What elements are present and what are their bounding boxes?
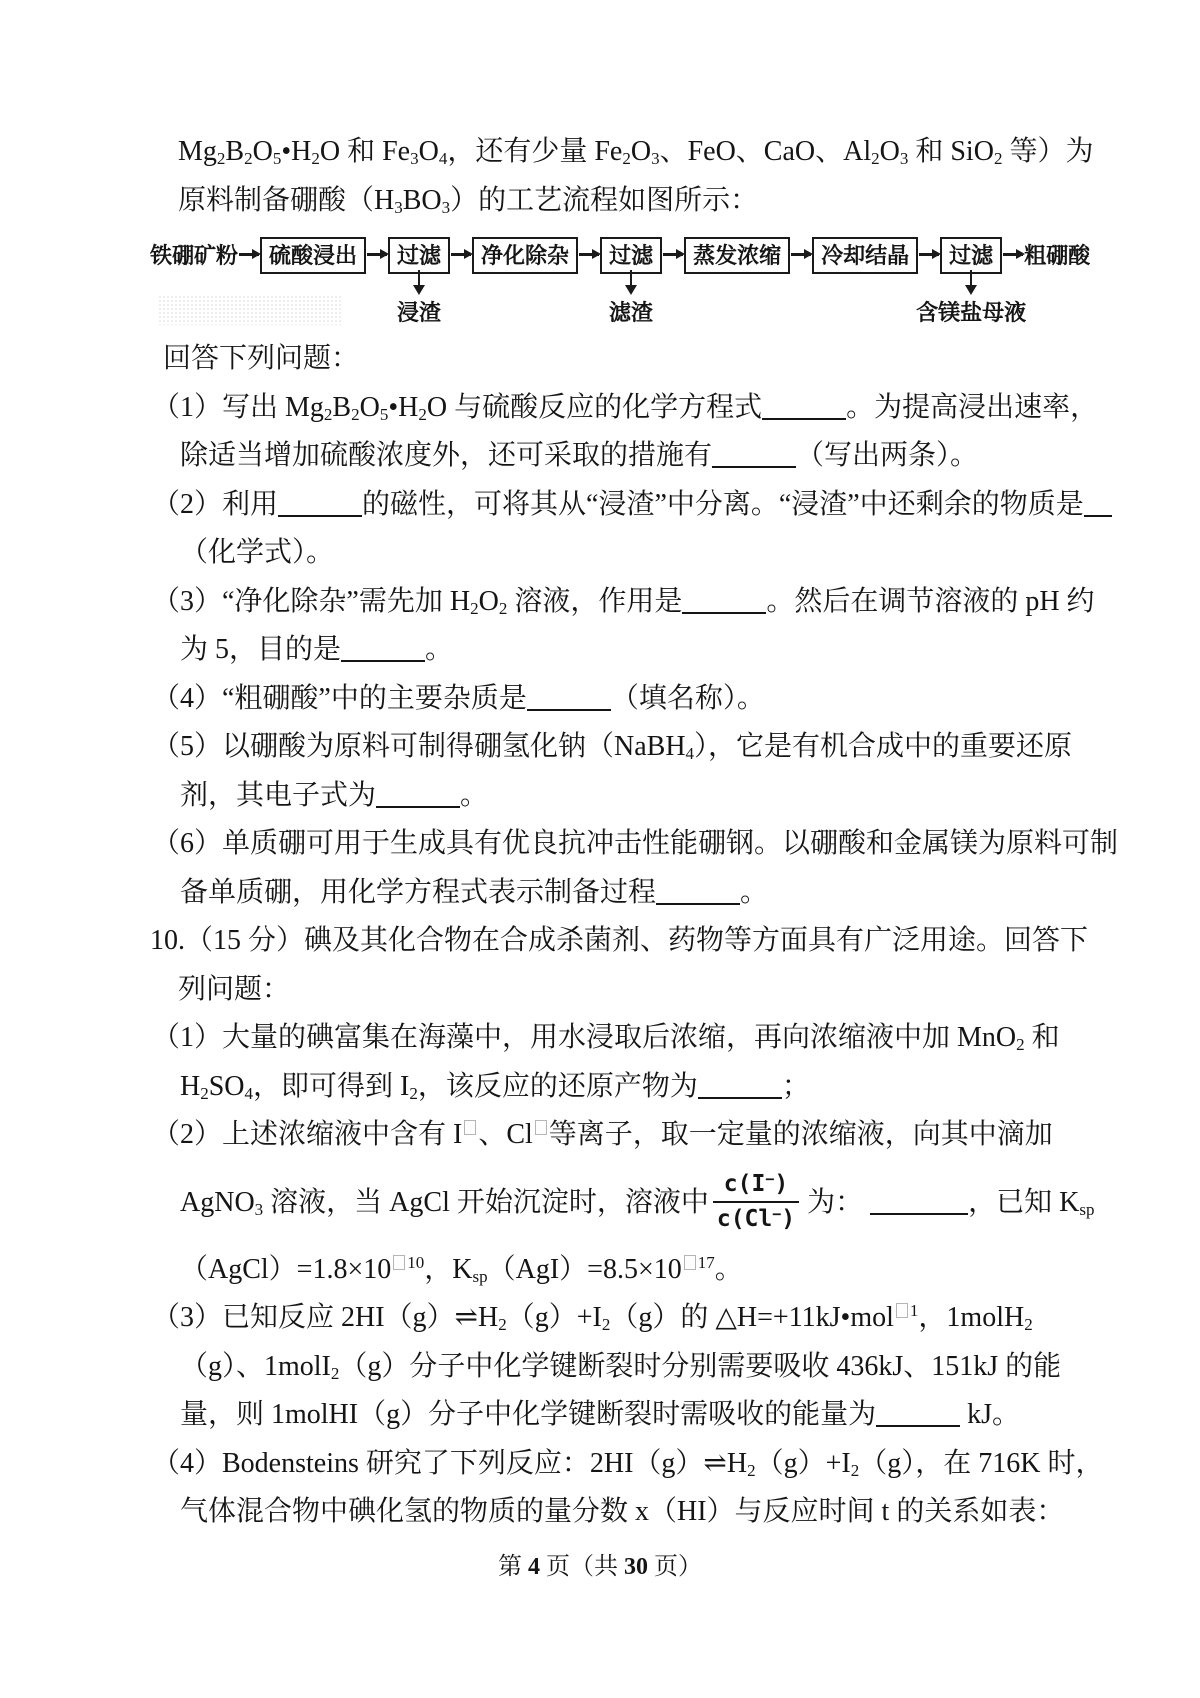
- text-run: ；: [781, 1070, 810, 1102]
- flow-step-box: 冷却结晶: [812, 237, 918, 274]
- subscript: 2: [216, 149, 226, 168]
- text-run: O 和 Fe: [319, 136, 411, 167]
- text-run: O: [359, 391, 380, 423]
- text-run: •H: [388, 391, 419, 423]
- intro-line-1: [0, 128, 1200, 177]
- subscript: 4: [244, 1083, 254, 1103]
- subscript: 2: [993, 149, 1003, 168]
- q9-1-line-1: [0, 384, 1200, 433]
- flow-step: [388, 239, 450, 325]
- text-run: O: [879, 136, 900, 167]
- flow-branch-label: 滤渣: [609, 300, 654, 325]
- text-run: •H: [281, 136, 312, 167]
- text-run: Mg: [178, 136, 217, 167]
- text-run: 。: [740, 876, 769, 908]
- answer-blank: [698, 1069, 782, 1099]
- subscript: 2: [747, 1460, 756, 1480]
- text-run: 等离子，取一定量的浓缩液，向其中滴加: [548, 1119, 1053, 1150]
- text-run: AgNO: [180, 1186, 255, 1218]
- text-run: B: [225, 136, 245, 167]
- text-run: （5）以硼酸为原料可制得硼氢化钠（NaBH: [152, 731, 686, 762]
- subscript: 3: [899, 149, 909, 168]
- intro-line-2: [0, 177, 1200, 226]
- fraction-numerator: [713, 1170, 799, 1203]
- subscript: 2: [470, 598, 479, 618]
- text-run: SO: [208, 1070, 245, 1102]
- q9-5-line-1: [0, 723, 1200, 772]
- subscript: 3: [410, 149, 419, 168]
- text-run: O: [630, 136, 652, 167]
- text-run: 。为提高浸出速率，: [846, 391, 1099, 423]
- text-run: BO: [402, 184, 442, 216]
- subscript: 2: [311, 149, 320, 168]
- text-run: （3）已知反应 2HI（g）⇌H: [152, 1302, 499, 1333]
- text-run: 剂，其电子式为: [180, 779, 377, 811]
- text-run: O: [252, 136, 273, 167]
- arrow-right-icon: [663, 253, 683, 256]
- subscript: 2: [244, 149, 253, 168]
- subscript: 3: [254, 1199, 264, 1219]
- fraction-denominator: [713, 1203, 799, 1234]
- subscript: 3: [651, 149, 660, 168]
- q10-3-line-3: [0, 1391, 1200, 1440]
- answer-blank: [341, 632, 425, 662]
- text-run: O: [478, 585, 499, 617]
- subscript: 2: [200, 1083, 209, 1103]
- text-run: （g）的 △H=+11kJ•mol: [610, 1302, 894, 1333]
- flowchart-row: [0, 239, 1200, 325]
- q10-line-2: [0, 966, 1200, 1015]
- subscript: 2: [1016, 1035, 1025, 1054]
- text-run: O: [418, 136, 439, 167]
- flow-step: [600, 239, 662, 325]
- subscript: 2: [850, 1460, 860, 1480]
- text-run: 气体混合物中碘化氢的物质的量分数 x（HI）与反应时间 t 的关系如表：: [180, 1496, 1065, 1527]
- arrow-down-icon: [418, 270, 421, 286]
- q10-line-1: [0, 917, 1200, 966]
- text-run: 量，则 1molHI（g）分子中化学键断裂时需吸收的能量为: [180, 1399, 877, 1430]
- subscript: 2: [351, 404, 360, 424]
- text-run: 10.（15 分）碘及其化合物在合成杀菌剂、药物等方面具有广泛用途。回答下: [150, 925, 1089, 956]
- text-run: 回答下列问题：: [163, 343, 360, 374]
- q10-1-line-2: [0, 1063, 1200, 1112]
- subscript: 3: [394, 197, 403, 217]
- text-run: ，该反应的还原产物为: [417, 1070, 698, 1102]
- superscript: 1: [909, 1301, 919, 1320]
- flow-step-box: 硫酸浸出: [260, 237, 366, 274]
- concentration-ratio-fraction: [713, 1170, 799, 1234]
- text-run: ，K: [424, 1253, 473, 1285]
- text-run: （6）单质硼可用于生成具有优良抗冲击性能硼钢。以硼酸和金属镁为原料可制: [152, 828, 1119, 859]
- text-run: ): [774, 1171, 789, 1198]
- q10-2-line-2: [0, 1160, 1200, 1246]
- flow-step: [684, 239, 790, 270]
- q10-4-line-2: [0, 1488, 1200, 1537]
- footer-prefix: 第: [498, 1554, 528, 1580]
- q9-3-line-2: [0, 626, 1200, 675]
- subscript: 5: [272, 149, 282, 168]
- text-run: （g）、1molI: [180, 1350, 331, 1382]
- footer-total-pages: 30: [624, 1554, 648, 1580]
- q10-3-line-1: [0, 1294, 1200, 1343]
- arrow-right-icon: [239, 253, 259, 256]
- text-run: ，还有少量 Fe: [447, 136, 623, 167]
- subscript: 2: [498, 1315, 507, 1334]
- text-run: 、Cl: [478, 1119, 533, 1150]
- text-run: （化学式）。: [180, 537, 335, 568]
- text-run: c(I: [723, 1171, 766, 1198]
- text-run: （填名称）。: [610, 682, 765, 714]
- arrow-right-icon: [579, 253, 599, 256]
- scan-noise-artifact: [158, 295, 343, 325]
- text-run: ）的工艺流程如图所示：: [450, 184, 759, 216]
- flow-branch: [609, 270, 653, 327]
- text-run: B: [332, 391, 352, 423]
- subscript: 2: [418, 404, 427, 424]
- answer-blank: [278, 487, 362, 517]
- superscript: −: [772, 1205, 782, 1224]
- missing-glyph-box-icon: [896, 1303, 908, 1318]
- subscript: 5: [379, 404, 389, 424]
- text-run: 溶液，当 AgCl 开始沉淀时，溶液中: [263, 1186, 709, 1218]
- q10-1-line-1: [0, 1014, 1200, 1063]
- page-footer: [0, 1546, 1200, 1581]
- flow-step: [472, 239, 578, 270]
- text-run: （4）Bodensteins 研究了下列反应：2HI（g）⇌H: [152, 1447, 748, 1479]
- q9-5-line-2: [0, 772, 1200, 821]
- text-run: ），它是有机合成中的重要还原: [694, 731, 1073, 762]
- flow-step: [916, 239, 1027, 325]
- text-run: 为：: [807, 1186, 871, 1218]
- footer-page-number: 4: [528, 1554, 540, 1580]
- superscript: 17: [697, 1252, 715, 1272]
- subscript: 4: [685, 744, 695, 763]
- text-run: （写出两条）。: [796, 440, 979, 471]
- subscript: sp: [1079, 1199, 1095, 1219]
- text-run: kJ。: [960, 1399, 1021, 1430]
- text-run: H: [180, 1070, 201, 1102]
- text-run: （1）写出 Mg: [152, 391, 324, 423]
- text-run: ，即可得到 I: [253, 1070, 410, 1102]
- q9-6-line-1: [0, 820, 1200, 869]
- text-run: ，已知 K: [968, 1186, 1080, 1218]
- answer-blank: [870, 1185, 968, 1215]
- subscript: 2: [1024, 1315, 1033, 1334]
- text-run: （AgCl）=1.8×10: [180, 1253, 392, 1285]
- subscript: 4: [438, 149, 448, 168]
- arrow-right-icon: [791, 253, 811, 256]
- q9-2-line-2: [0, 529, 1200, 578]
- missing-glyph-box-icon: [535, 1120, 547, 1135]
- answer-blank: [527, 681, 611, 711]
- missing-glyph-box-icon: [393, 1255, 405, 1270]
- text-run: 和: [1024, 1022, 1060, 1053]
- text-run: 等）为: [1002, 136, 1094, 167]
- text-run: （g），在 716K 时，: [859, 1447, 1104, 1479]
- text-run: （1）大量的碘富集在海藻中，用水浸取后浓缩，再向浓缩液中加 MnO: [152, 1022, 1017, 1053]
- flow-branch: [397, 270, 441, 327]
- flow-branch: [916, 270, 1026, 327]
- answer-blank: [376, 778, 460, 808]
- arrow-down-icon: [970, 270, 973, 286]
- answer-prompt: [0, 335, 1200, 384]
- arrow-right-icon: [451, 253, 471, 256]
- flow-branch-label: 浸渣: [397, 300, 442, 325]
- process-flowchart: [0, 239, 1200, 335]
- missing-glyph-box-icon: [464, 1120, 476, 1135]
- q9-2-line-1: [0, 481, 1200, 530]
- answer-blank: [876, 1397, 960, 1427]
- text-run: O 与硫酸反应的化学方程式: [426, 391, 763, 423]
- flow-step-box: 蒸发浓缩: [684, 237, 790, 274]
- q10-2-line-3: [0, 1246, 1200, 1295]
- q9-1-line-2: [0, 432, 1200, 481]
- arrow-right-icon: [1003, 253, 1023, 256]
- text-run: 原料制备硼酸（H: [178, 184, 395, 216]
- flow-step-box: 过滤: [600, 237, 662, 274]
- page-content: [0, 128, 1200, 1537]
- flow-end-label: 粗硼酸: [1024, 243, 1091, 268]
- subscript: 2: [409, 1083, 418, 1103]
- subscript: 2: [330, 1363, 340, 1383]
- arrow-right-icon: [919, 253, 939, 256]
- text-run: 。: [460, 779, 489, 811]
- arrow-right-icon: [367, 253, 387, 256]
- subscript: sp: [472, 1266, 488, 1286]
- text-run: c(Cl: [716, 1206, 773, 1233]
- text-run: 除适当增加硫酸浓度外，还可采取的措施有: [180, 440, 713, 471]
- text-run: （3）“净化除杂”需先加 H: [152, 585, 471, 617]
- flow-step-box: 过滤: [940, 237, 1002, 274]
- superscript: −: [765, 1170, 775, 1189]
- text-run: ): [781, 1206, 796, 1233]
- q9-3-line-1: [0, 578, 1200, 627]
- answer-blank: [762, 390, 846, 420]
- subscript: 2: [498, 598, 508, 618]
- q9-4-line: [0, 675, 1200, 724]
- answer-blank: [656, 875, 740, 905]
- q10-3-line-2: [0, 1343, 1200, 1392]
- superscript: 10: [407, 1252, 425, 1272]
- flow-step-box: 净化除杂: [472, 237, 578, 274]
- arrow-down-icon: [630, 270, 633, 286]
- text-run: （g）+I: [506, 1302, 602, 1333]
- footer-mid: 页（共: [540, 1554, 624, 1580]
- text-run: 。: [714, 1253, 743, 1285]
- text-run: （2）利用: [152, 488, 279, 520]
- flow-step: [260, 239, 366, 270]
- subscript: 2: [601, 1315, 611, 1334]
- flow-branch-label: 含镁盐母液: [916, 300, 1027, 325]
- q10-2-line-1: [0, 1111, 1200, 1160]
- text-run: 列问题：: [178, 973, 291, 1005]
- text-run: 。: [425, 634, 454, 665]
- text-run: 、FeO、CaO、Al: [659, 136, 872, 167]
- text-run: 和 SiO: [908, 136, 994, 167]
- q9-6-line-2: [0, 869, 1200, 918]
- text-run: 的磁性，可将其从“浸渣”中分离。“浸渣”中还剩余的物质是: [362, 488, 1084, 520]
- subscript: 2: [323, 404, 333, 424]
- text-run: （2）上述浓缩液中含有 I: [152, 1119, 463, 1150]
- flow-step-box: 过滤: [388, 237, 450, 274]
- q10-4-line-1: [0, 1440, 1200, 1489]
- text-run: 为 5，目的是: [180, 634, 342, 665]
- text-run: ，1molH: [918, 1302, 1025, 1333]
- subscript: 2: [622, 149, 631, 168]
- answer-blank: [1084, 487, 1112, 517]
- text-run: （g）+I: [755, 1447, 851, 1479]
- answer-blank: [682, 584, 766, 614]
- answer-blank: [712, 438, 796, 468]
- flow-step: [812, 239, 918, 270]
- subscript: 2: [871, 149, 880, 168]
- text-run: （g）分子中化学键断裂时分别需要吸收 436kJ、151kJ 的能: [339, 1350, 1062, 1382]
- missing-glyph-box-icon: [684, 1255, 696, 1270]
- subscript: 3: [441, 197, 451, 217]
- text-run: 备单质硼，用化学方程式表示制备过程: [180, 876, 657, 908]
- text-run: 溶液，作用是: [507, 585, 683, 617]
- footer-suffix: 页）: [648, 1554, 702, 1580]
- flow-start-label: 铁硼矿粉: [150, 243, 239, 268]
- text-run: （4）“粗硼酸”中的主要杂质是: [152, 682, 527, 714]
- text-run: 。然后在调节溶液的 pH 约: [766, 585, 1095, 617]
- text-run: （AgI）=8.5×10: [487, 1253, 682, 1285]
